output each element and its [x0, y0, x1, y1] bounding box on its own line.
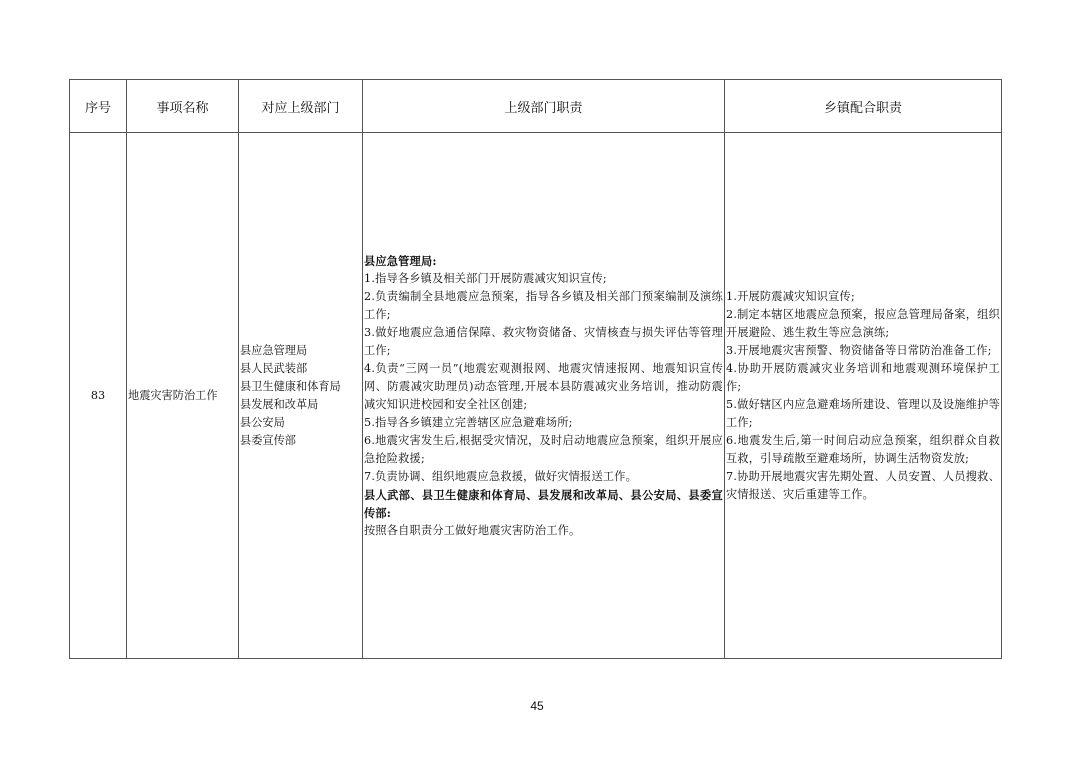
dept-item: 县发展和改革局: [240, 397, 319, 411]
upper-duty-item: 1.指导各乡镇及相关部门开展防震减灾知识宣传;: [364, 271, 607, 285]
upper-duty-cell: [363, 133, 725, 659]
dept-item: 县卫生健康和体育局: [240, 379, 341, 393]
dept-item: 县公安局: [240, 415, 285, 429]
upper-duty-heading: 县人武部、县卫生健康和体育局、县发展和改革局、县公安局、县委宣传部:: [364, 487, 723, 520]
upper-duty-item: 7.负责协调、组织地震应急救援，做好灾情报送工作。: [364, 469, 637, 483]
town-duty-cell: [725, 133, 1002, 659]
dept-item: 县委宣传部: [240, 433, 296, 447]
page-number: 45: [530, 699, 544, 713]
upper-duty-item: 按照各自职责分工做好地震灾害防治工作。: [364, 523, 581, 537]
upper-duty-item: 4.负责“三网一员”(地震宏观测报网、地震灾情速报网、地震知识宣传网、防震减灾助理员)动态管理,开展本县防震减灾业务培训，推动防震减灾知识进校园和安全社区创建;: [364, 361, 723, 411]
upper-duty-item: 2.负责编制全县地震应急预案，指导各乡镇及相关部门预案编制及演练工作;: [364, 289, 723, 321]
row-number: 83: [70, 133, 127, 659]
header-row: [70, 80, 1002, 133]
town-duty-item: 6.地震发生后,第一时间启动应急预案，组织群众自救互救，引导疏散至避难场所，协调生活物资发放;: [726, 433, 1000, 465]
duty-table: [69, 79, 1002, 659]
item-name: 地震灾害防治工作: [127, 133, 239, 659]
dept-item: 县应急管理局: [240, 343, 308, 357]
town-duty-item: 7.协助开展地震灾害先期处置、人员安置、人员搜救、灾情报送、灾后重建等工作。: [726, 469, 1000, 501]
town-duty-item: 3.开展地震灾害预警、物资储备等日常防治准备工作;: [726, 343, 992, 357]
upper-duty-item: 3.做好地震应急通信保障、救灾物资储备、灾情核查与损失评估等管理工作;: [364, 325, 723, 357]
table-row: [70, 133, 1002, 659]
town-duty-item: 4.协助开展防震减灾业务培训和地震观测环境保护工作;: [726, 361, 1000, 393]
header-name: 事项名称: [127, 80, 239, 133]
header-town-duty: 乡镇配合职责: [725, 80, 1002, 133]
town-duty-item: 5.做好辖区内应急避难场所建设、管理以及设施维护等工作;: [726, 397, 1000, 429]
header-upper-duty: 上级部门职责: [363, 80, 725, 133]
header-dept: 对应上级部门: [239, 80, 363, 133]
upper-duty-heading: 县应急管理局:: [364, 253, 437, 268]
upper-duty-item: 6.地震灾害发生后,根据受灾情况，及时启动地震应急预案，组织开展应急抢险救援;: [364, 433, 723, 465]
dept-list: [239, 133, 363, 659]
town-duty-item: 2.制定本辖区地震应急预案，报应急管理局备案，组织开展避险、逃生救生等应急演练;: [726, 307, 1000, 339]
town-duty-item: 1.开展防震减灾知识宣传;: [726, 289, 855, 303]
header-no: 序号: [70, 80, 127, 133]
upper-duty-item: 5.指导各乡镇建立完善辖区应急避难场所;: [364, 415, 573, 429]
dept-item: 县人民武装部: [240, 361, 308, 375]
